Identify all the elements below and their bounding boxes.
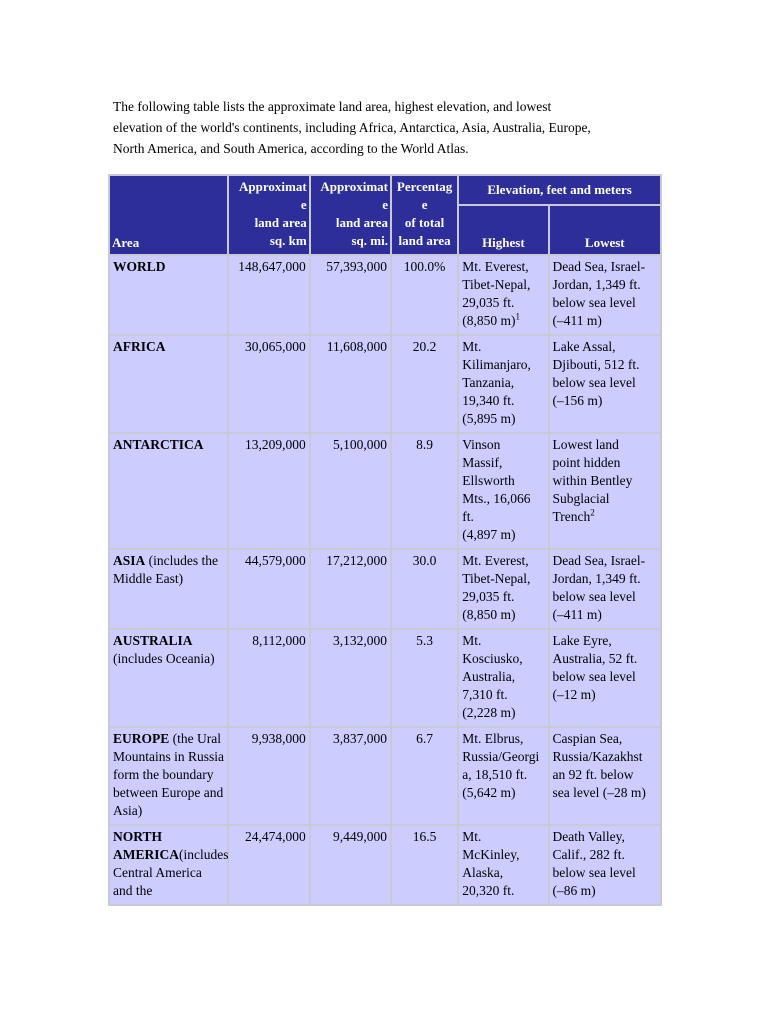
header-highest: Highest — [459, 206, 547, 254]
table-row — [110, 434, 660, 548]
intro-line: elevation of the world's continents, including Africa, Antarctica, Asia, Australia, Europe, — [113, 120, 591, 135]
lowest-cell: Dead Sea, Israel- Jordan, 1,349 ft. below sea level (–411 m) — [550, 256, 660, 334]
sq-mi-cell: 11,608,000 — [311, 336, 390, 432]
percentage-cell: 30.0 — [392, 550, 457, 628]
sq-mi-cell: 3,837,000 — [311, 728, 390, 824]
highest-cell: Mt. Kosciusko, Australia, 7,310 ft. (2,228 m) — [459, 630, 547, 726]
header-percentage: Percentag e of total land area — [392, 176, 457, 254]
area-cell: ASIA (includes the Middle East) — [110, 550, 227, 628]
area-cell: ANTARCTICA — [110, 434, 227, 548]
sq-km-cell: 8,112,000 — [229, 630, 308, 726]
table-row — [110, 826, 660, 904]
footnote-marker: 2 — [590, 507, 595, 518]
lowest-cell: Lake Eyre, Australia, 52 ft. below sea level (–12 m) — [550, 630, 660, 726]
sq-mi-cell: 3,132,000 — [311, 630, 390, 726]
sq-mi-cell: 9,449,000 — [311, 826, 390, 904]
header-sq-mi: Approximat e land area sq. mi. — [311, 176, 390, 254]
sq-km-cell: 13,209,000 — [229, 434, 308, 548]
footnote-marker: 1 — [515, 311, 520, 322]
lowest-cell: Caspian Sea, Russia/Kazakhst an 92 ft. below sea level (–28 m) — [550, 728, 660, 824]
percentage-cell: 20.2 — [392, 336, 457, 432]
sq-mi-cell: 17,212,000 — [311, 550, 390, 628]
sq-km-cell: 148,647,000 — [229, 256, 308, 334]
sq-mi-cell: 5,100,000 — [311, 434, 390, 548]
highest-cell: Mt. McKinley, Alaska, 20,320 ft. — [459, 826, 547, 904]
area-cell: WORLD — [110, 256, 227, 334]
lowest-cell: Lake Assal, Djibouti, 512 ft. below sea level (–156 m) — [550, 336, 660, 432]
header-sq-km: Approximat e land area sq. km — [229, 176, 308, 254]
sq-km-cell: 44,579,000 — [229, 550, 308, 628]
header-area: Area — [110, 176, 227, 254]
header-elevation: Elevation, feet and meters — [459, 176, 660, 204]
area-cell: AUSTRALIA (includes Oceania) — [110, 630, 227, 726]
highest-cell: Mt. Kilimanjaro, Tanzania, 19,340 ft. (5,895 m) — [459, 336, 547, 432]
table-row — [110, 256, 660, 334]
highest-cell: Vinson Massif, Ellsworth Mts., 16,066 ft. (4,897 m) — [459, 434, 547, 548]
header-row — [110, 176, 660, 204]
sq-km-cell: 9,938,000 — [229, 728, 308, 824]
table-row — [110, 336, 660, 432]
table-row — [110, 630, 660, 726]
area-cell: NORTH AMERICA(includes Central America and the — [110, 826, 227, 904]
lowest-cell: Dead Sea, Israel- Jordan, 1,349 ft. below sea level (–411 m) — [550, 550, 660, 628]
lowest-cell: Death Valley, Calif., 282 ft. below sea level (–86 m) — [550, 826, 660, 904]
percentage-cell: 8.9 — [392, 434, 457, 548]
continents-table-container — [108, 174, 662, 916]
area-cell: AFRICA — [110, 336, 227, 432]
intro-paragraph — [113, 96, 653, 159]
percentage-cell: 100.0% — [392, 256, 457, 334]
table-row — [110, 550, 660, 628]
highest-cell: Mt. Everest, Tibet-Nepal, 29,035 ft. (8,850 m) — [459, 550, 547, 628]
intro-line: North America, and South America, according to the World Atlas. — [113, 141, 469, 156]
table-body — [110, 256, 660, 904]
table-row — [110, 728, 660, 824]
intro-line: The following table lists the approximate land area, highest elevation, and lowest — [113, 99, 552, 114]
sq-km-cell: 30,065,000 — [229, 336, 308, 432]
highest-cell: Mt. Elbrus, Russia/Georgi a, 18,510 ft. (5,642 m) — [459, 728, 547, 824]
lowest-cell: Lowest land point hidden within Bentley Subglacial Trench$^2$ — [550, 434, 660, 548]
area-cell: EUROPE (the Ural Mountains in Russia form the boundary between Europe and Asia) — [110, 728, 227, 824]
continents-table — [108, 174, 662, 906]
header-lowest: Lowest — [550, 206, 660, 254]
percentage-cell: 6.7 — [392, 728, 457, 824]
percentage-cell: 16.5 — [392, 826, 457, 904]
highest-cell: Mt. Everest, Tibet-Nepal, 29,035 ft. (8,850 m)$^1$ — [459, 256, 547, 334]
sq-km-cell: 24,474,000 — [229, 826, 308, 904]
percentage-cell: 5.3 — [392, 630, 457, 726]
sq-mi-cell: 57,393,000 — [311, 256, 390, 334]
